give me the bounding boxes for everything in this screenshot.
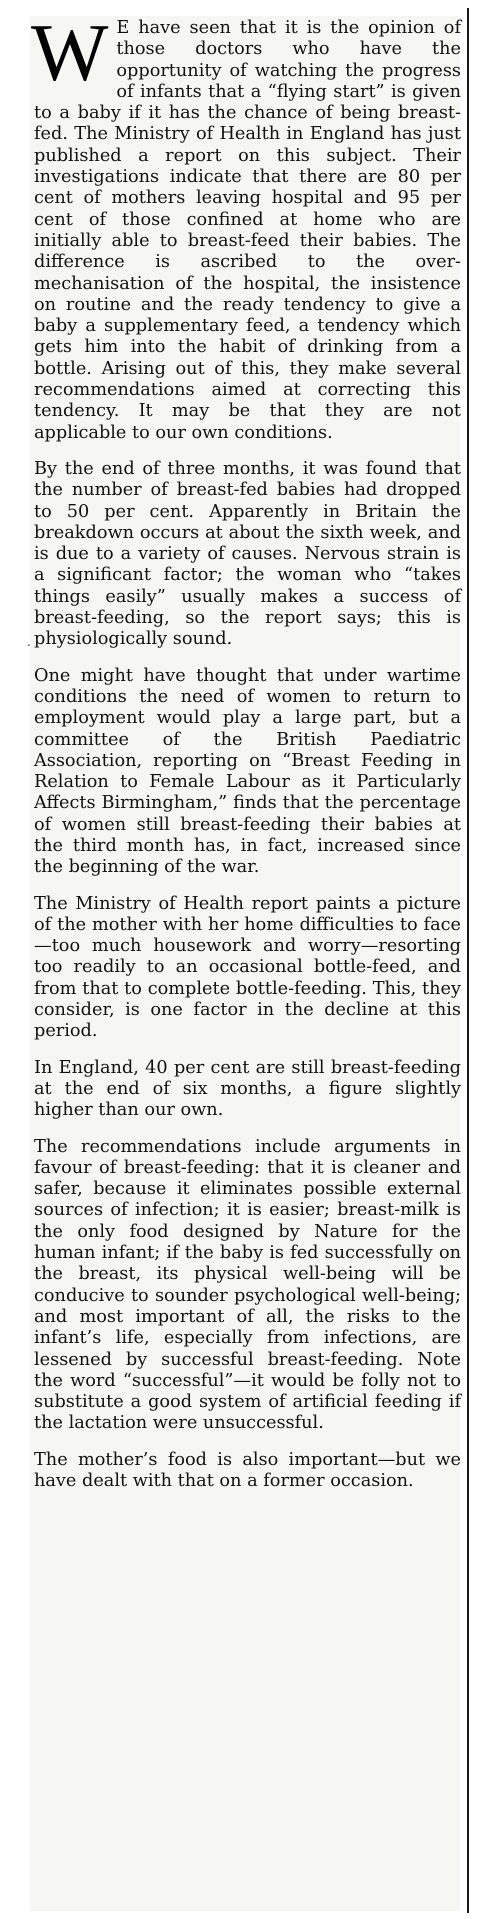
paragraph-7: The mother’s food is also important—but we have dealt with that on a former occasion. [34,1449,461,1491]
article-body [31,7,461,1507]
stray-mark: . [27,635,31,649]
paragraph-4: The Ministry of Health report paints a picture of the mother with her home difficulties to face—too much housework and worry—resorting too readily to an occasional bottle-feed, and from that to complete bottle-feeding. This, they consider, is one factor in the decline at this period. [34,893,461,1042]
paragraph-1 [31,7,461,444]
paragraph-5: In England, 40 per cent are still breast-feeding at the end of six months, a figure slightly higher than our own. [34,1057,461,1121]
paragraph-3: One might have thought that under wartime conditions the need of women to return to employment would play a large part, but a committee of the British Paediatric Association, reporting on “Breast Feeding in Relation to Female Labour as it Particularly Affects Birmingham,” finds that the percentage of women still breast-feeding their babies at the third month has, in fact, increased since the beginning of the war. [34,665,461,878]
paragraph-2: By the end of three months, it was found that the number of breast-fed babies had dropped to 50 per cent. Apparently in Britain the breakdown occurs at about the sixth week, and is due to a variety of causes. Nervous strain is a significant factor; the woman who “takes things easily” usually makes a success of breast-feeding, so the report says; this is physiologically sound. [34,458,461,650]
column-rule [467,8,469,1913]
paragraph-1-text: E have seen that it is the opinion of those doctors who have the opportunity of watching the progress of infants that a “flying start” is given to a baby if it has the chance of being breast-fed. The Ministry of Health in England has just published a report on this subject. Their investigations indicate that there are 80 per cent of mothers leaving hospital and 95 per cent of those confined at home who are initially able to breast-feed their babies. The difference is ascribed to the over-mechanisation of the hospital, the insistence on routine and the ready tendency to give a baby a supplementary feed, a tendency which gets him into the habit of drinking from a bottle. Arising out of this, they make several recommendations aimed at correcting this tendency. It may be that they are not applicable to our own conditions. [34,18,461,443]
drop-cap: W [31,7,109,98]
paragraph-6: The recommendations include arguments in favour of breast-feeding: that it is cleaner and safer, because it eliminates possible external sources of infection; it is easier; breast-milk is the only food designed by Nature for the human infant; if the baby is fed successfully on the breast, its physical well-being will be conducive to sounder psychological well-being; and most important of all, the risks to the infant’s life, especially from infections, are lessened by successful breast-feeding. Note the word “successful”—it would be folly not to substitute a good system of artificial feeding if the lactation were unsuccessful. [34,1136,461,1434]
